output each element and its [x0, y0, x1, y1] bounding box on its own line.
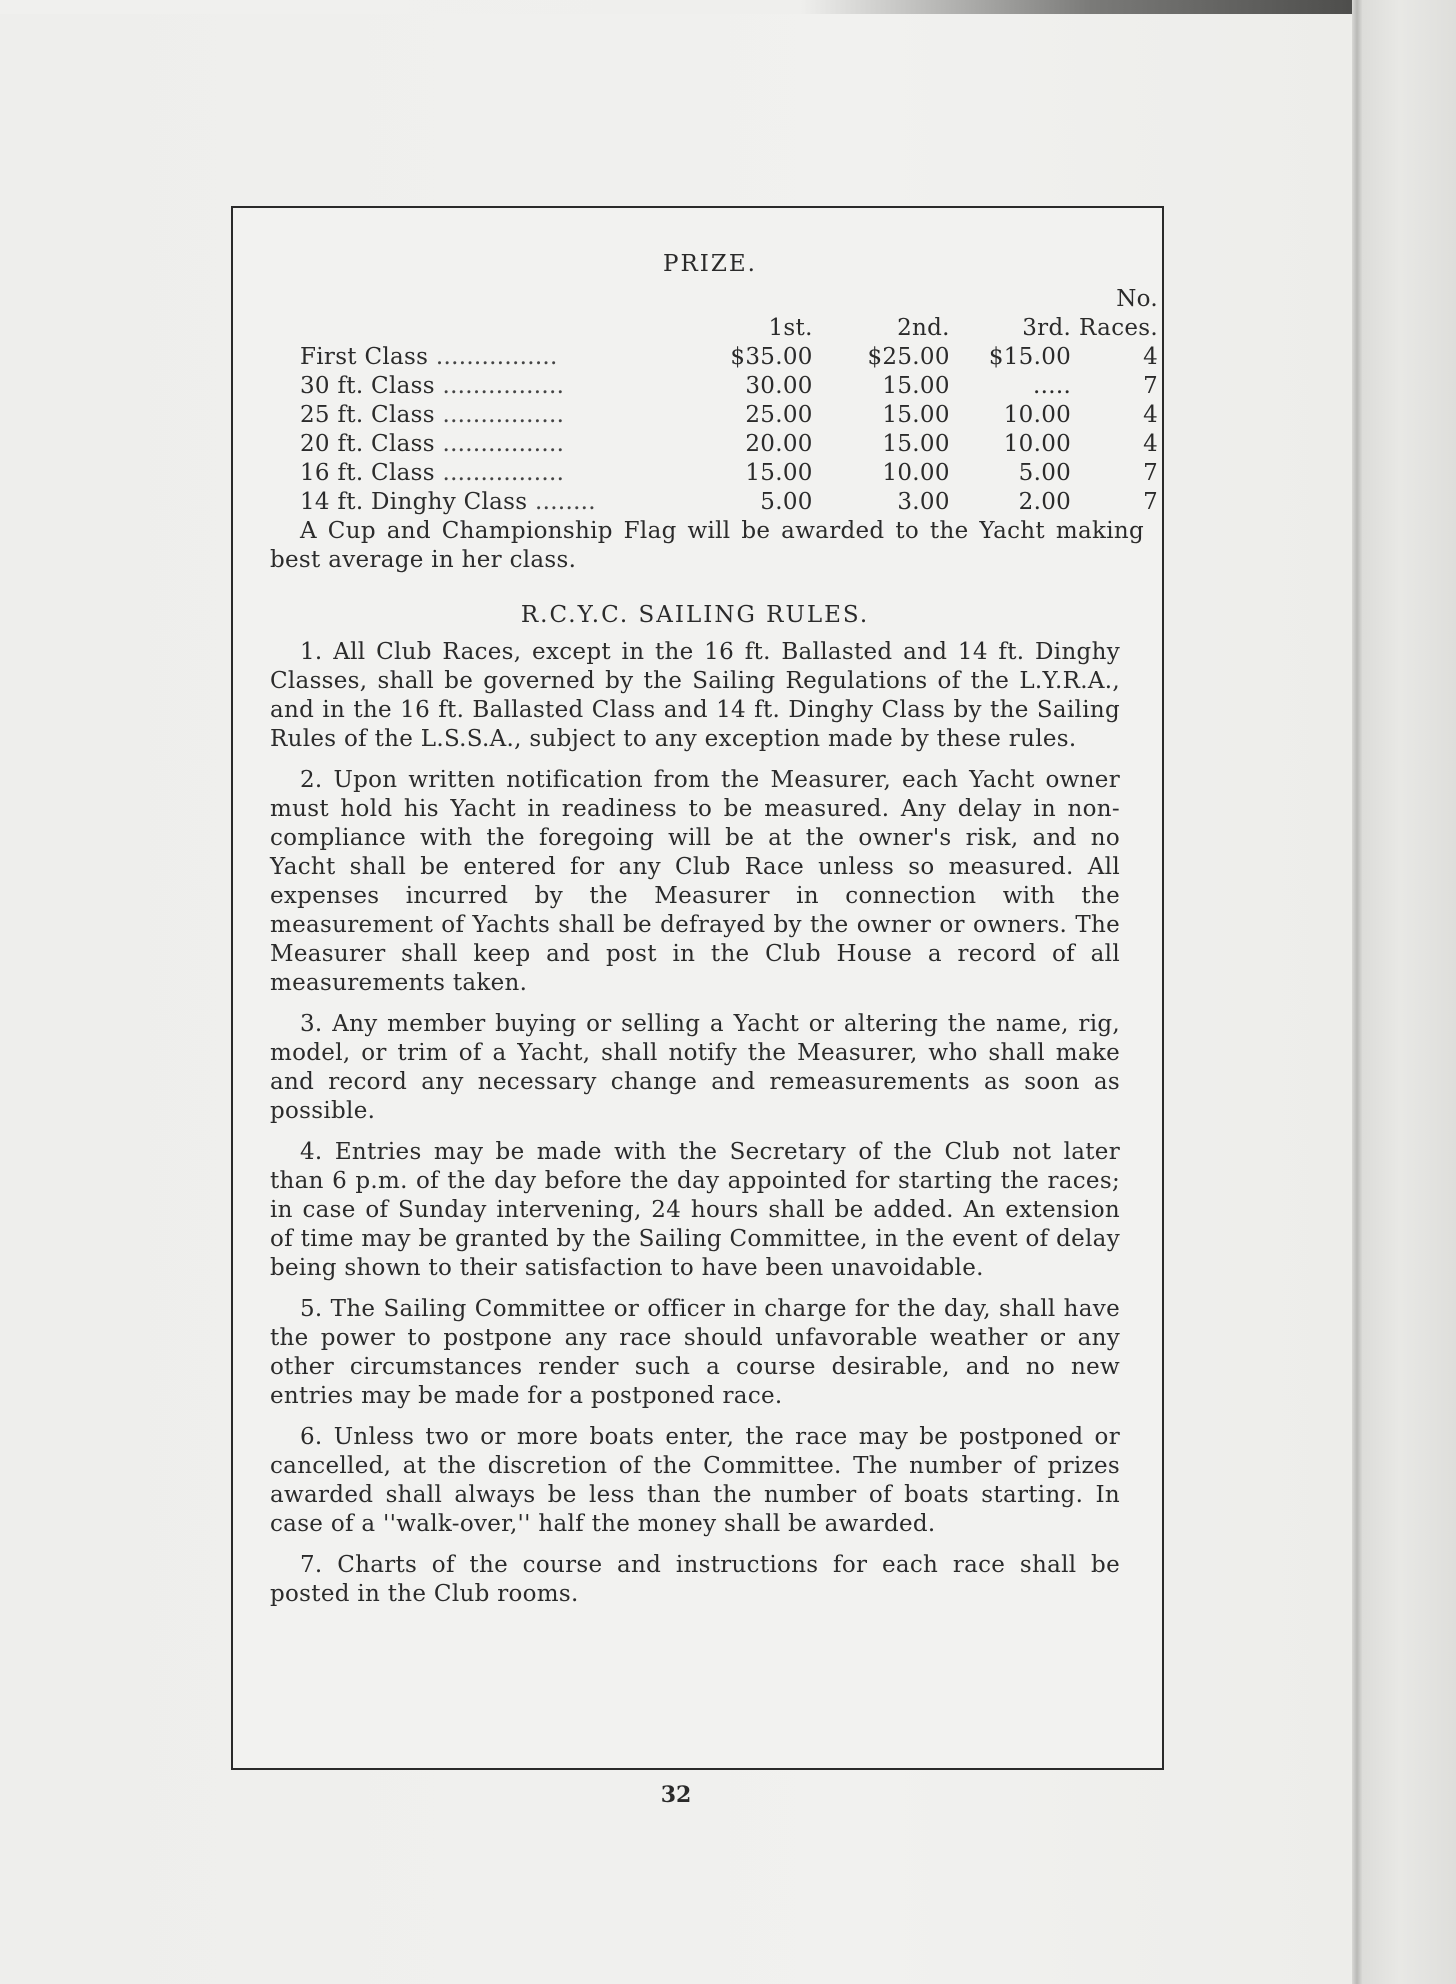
- class-name: 14 ft. Dinghy Class: [300, 489, 528, 515]
- table-row: [300, 401, 1162, 430]
- first-prize: $35.00: [730, 344, 813, 370]
- second-prize: 15.00: [882, 402, 950, 428]
- leader-dots: ................: [442, 402, 565, 428]
- third-prize: .....: [1033, 373, 1072, 399]
- page-top-edge: [0, 0, 1456, 14]
- second-prize: 15.00: [882, 373, 950, 399]
- leader-dots: ........: [535, 489, 596, 515]
- championship-note: A Cup and Championship Flag will be awarded to the Yacht making best average in her class.: [270, 518, 1144, 573]
- leader-dots: ................: [442, 460, 565, 486]
- second-prize: 15.00: [882, 431, 950, 457]
- rule-5: 5. The Sailing Committee or officer in charge for the day, shall have the power to postpone any race should unfavorable weather or any other circumstances render such a course desirable, and no new entries may be made for a postponed race.: [270, 1296, 1120, 1409]
- first-prize: 30.00: [745, 373, 813, 399]
- header-second: 2nd.: [897, 315, 950, 341]
- race-count: 4: [1143, 431, 1158, 457]
- class-name: First Class: [300, 344, 429, 370]
- third-prize: 2.00: [1018, 489, 1072, 515]
- second-prize: 3.00: [897, 489, 950, 515]
- class-name: 25 ft. Class: [300, 402, 435, 428]
- class-name: 30 ft. Class: [300, 373, 435, 399]
- third-prize: 5.00: [1018, 460, 1072, 486]
- table-row: [300, 488, 1162, 517]
- class-name: 16 ft. Class: [300, 460, 435, 486]
- rule-7: 7. Charts of the course and instructions for each race shall be posted in the Club rooms.: [270, 1552, 1120, 1607]
- rule-6: 6. Unless two or more boats enter, the race may be postponed or cancelled, at the discretion of the Committee. The number of prizes awarded shall always be less than the number of boats starting. In case of a ''walk-over,'' half the money shall be awarded.: [270, 1424, 1120, 1537]
- second-prize: $25.00: [867, 344, 950, 370]
- book-spine: [1352, 0, 1362, 1984]
- rule-2: 2. Upon written notification from the Measurer, each Yacht owner must hold his Yacht in readiness to be measured. Any delay in non-compliance with the foregoing will be at the owner's risk, and no Yacht shall be entered for any Club Race unless so measured. All expenses incurred by the Measurer in connection with the measurement of Yachts shall be defrayed by the owner or owners. The Measurer shall keep and post in the Club House a record of all measurements taken.: [270, 767, 1120, 996]
- third-prize: 10.00: [1003, 431, 1072, 457]
- third-prize: 10.00: [1003, 402, 1072, 428]
- first-prize: 5.00: [760, 489, 813, 515]
- rule-4: 4. Entries may be made with the Secretary of the Club not later than 6 p.m. of the day before the day appointed for starting the races; in case of Sunday intervening, 24 hours shall be added. An extension of time may be granted by the Sailing Committee, in the event of delay being shown to their satisfaction to have been unavoidable.: [270, 1139, 1120, 1281]
- first-prize: 25.00: [745, 402, 813, 428]
- race-count: 7: [1143, 489, 1158, 515]
- leader-dots: ................: [442, 373, 565, 399]
- race-count: 7: [1143, 373, 1158, 399]
- table-row: [300, 343, 1162, 372]
- header-first: 1st.: [768, 315, 813, 341]
- header-third: 3rd.: [1022, 315, 1072, 341]
- race-count: 4: [1143, 344, 1158, 370]
- race-count: 7: [1143, 460, 1158, 486]
- adjacent-page-strip: [1362, 0, 1456, 1984]
- second-prize: 10.00: [882, 460, 950, 486]
- table-row: [300, 459, 1162, 488]
- rule-1: 1. All Club Races, except in the 16 ft. Ballasted and 14 ft. Dinghy Classes, shall be governed by the Sailing Regulations of the L.Y.R.A., and in the 16 ft. Ballasted Class and 14 ft. Dinghy Class by the Sailing Rules of the L.S.S.A., subject to any exception made by these rules.: [270, 639, 1120, 752]
- page-content: [270, 250, 1158, 1621]
- header-races: Races.: [1079, 315, 1158, 341]
- rule-3: 3. Any member buying or selling a Yacht or altering the name, rig, model, or trim of a Yacht, shall notify the Measurer, who shall make and record any necessary change and remeasurements as soon as possible.: [270, 1011, 1120, 1124]
- first-prize: 15.00: [745, 460, 813, 486]
- leader-dots: ................: [435, 344, 558, 370]
- header-no: No.: [1116, 286, 1158, 312]
- prize-heading: PRIZE.: [663, 251, 757, 277]
- third-prize: $15.00: [988, 344, 1072, 370]
- table-row: [300, 372, 1162, 401]
- race-count: 4: [1143, 402, 1158, 428]
- rules-heading: R.C.Y.C. SAILING RULES.: [520, 602, 870, 628]
- prize-table: [300, 285, 1162, 517]
- class-name: 20 ft. Class: [300, 431, 435, 457]
- page-number: 32: [660, 1782, 692, 1808]
- first-prize: 20.00: [745, 431, 813, 457]
- leader-dots: ................: [442, 431, 565, 457]
- prize-table-header-row-1: [300, 285, 1162, 314]
- table-row: [300, 430, 1162, 459]
- prize-table-header-row-2: [300, 314, 1162, 343]
